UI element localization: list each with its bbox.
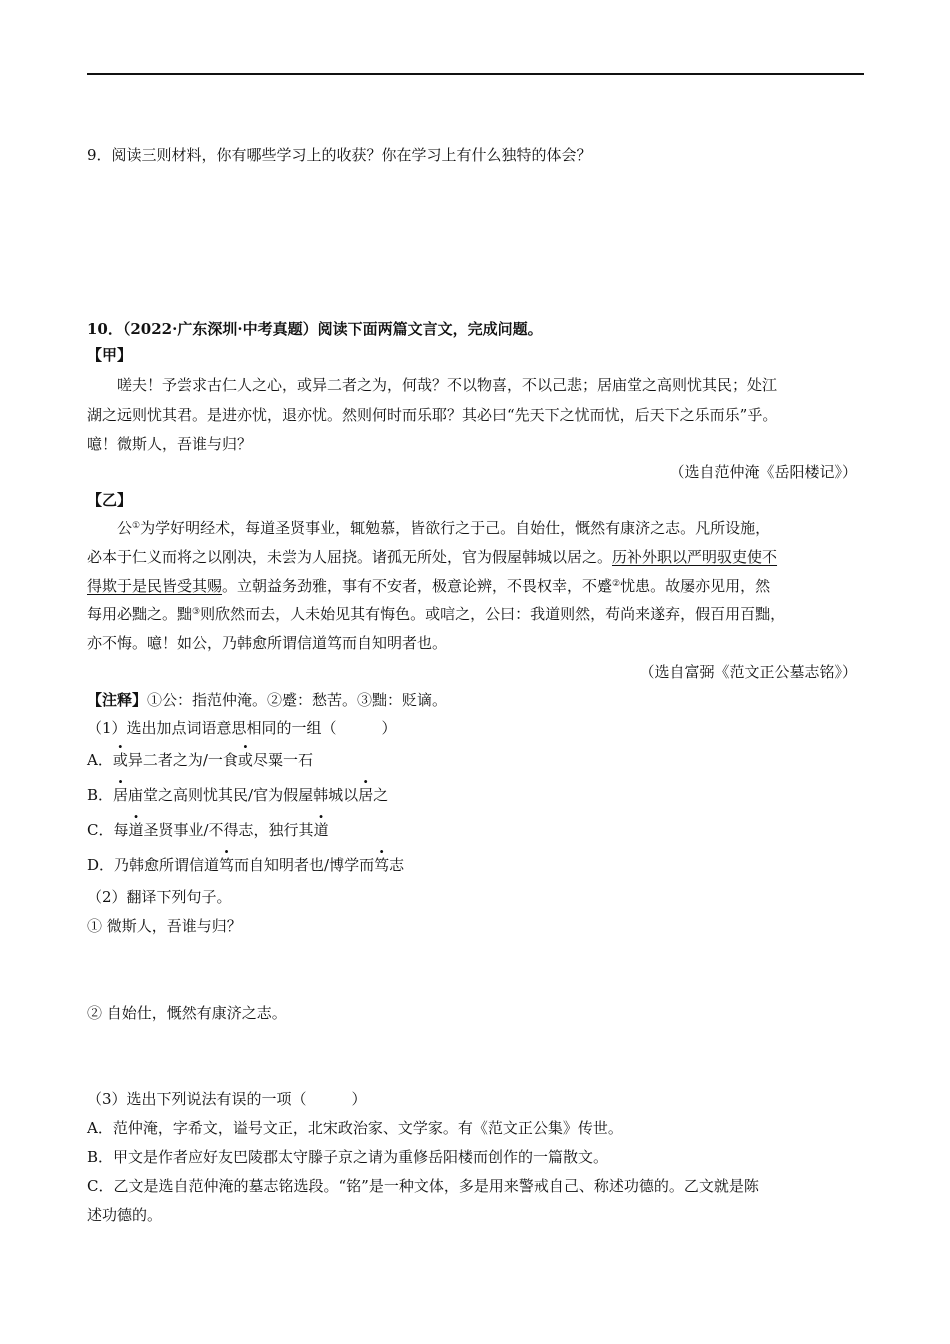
option-1c [87,819,864,841]
header-rule [87,73,864,75]
question-9: 9．阅读三则材料，你有哪些学习上的收获？你在学习上有什么独特的体会？ [87,146,592,164]
option-text: C．每 [87,821,129,839]
passage-jia-source: （选自范仲淹《岳阳楼记》） [669,463,857,481]
annotations-label: 【注释】 [87,691,148,709]
underlined-sentence: 历补外职以严明驭吏使不 [612,548,778,566]
note-marker-2: ② [612,579,621,589]
note-marker-1: ① [132,521,141,531]
passage-yi-line-5: 亦不悔。噫！如公，乃韩愈所谓信道笃而自知明者也。 [87,634,448,652]
option-text: 异二者之为/一食 [127,751,238,769]
option-text: 尽粟一石 [252,751,313,769]
passage-yi-line-1 [87,517,894,539]
dotted-word: 居 [358,786,374,804]
translate-sentence-1: ① 微斯人，吾谁与归？ [87,917,242,935]
option-text: 而自知明者也/博学而 [234,856,375,874]
annotations-text: ①公：指范仲淹。②蹙：愁苦。③黜：贬谪。 [147,691,448,709]
text-segment: 为学好明经术，每道圣贤事业，辄勉慕，皆欲行之于己。自始仕，慨然有康济之志。凡所设施， [140,519,771,537]
option-text: B． [87,786,114,804]
dotted-word: 或 [112,751,128,769]
passage-yi-label: 【乙】 [87,491,133,509]
sub-question-1: （1）选出加点词语意思相同的一组（ ） [87,719,397,737]
underlined-sentence: 得欺于是民皆受其赐 [87,577,223,595]
passage-yi-line-4 [87,603,864,625]
dotted-word: 道 [128,821,144,839]
annotations [87,689,864,711]
dotted-word: 或 [237,751,253,769]
option-text: 之 [373,786,389,804]
passage-jia-label: 【甲】 [87,346,133,364]
text-segment: 。立朝益务劲雅，事有不安者，极意论辨，不畏权幸，不蹙 [222,577,613,595]
translate-sentence-2: ② 自始仕，慨然有康济之志。 [87,1004,287,1022]
question-10-title: 10．（2022·广东深圳·中考真题）阅读下面两篇文言文，完成问题。 [87,320,543,338]
sub-question-2: （2）翻译下列句子。 [87,888,232,906]
option-text: 圣贤事业/不得志，独行其 [143,821,314,839]
passage-jia-line-2: 湖之远则忧其君。是进亦忧，退亦忧。然则何时而乐耶？其必曰“先天下之忧而忧，后天下之乐而乐”乎。 [87,406,778,424]
dotted-word: 道 [313,821,329,839]
dotted-word: 笃 [219,856,235,874]
passage-yi-line-3 [87,575,864,597]
text-segment: 忧患。故屡亦见用，然 [620,577,771,595]
option-3b: B．甲文是作者应好友巴陵郡太守滕子京之请为重修岳阳楼而创作的一篇散文。 [87,1148,609,1166]
option-text: 庙堂之高则忧其民/官为假屋韩城以 [128,786,359,804]
passage-yi-line-2 [87,546,864,568]
sub-question-3: （3）选出下列说法有误的一项（ ） [87,1090,367,1108]
text-segment: 必本于仁义而将之以刚决，未尝为人屈挠。诸孤无所处，官为假屋韩城以居之。 [87,548,613,566]
option-text: 志 [389,856,405,874]
text-segment: 公 [117,519,133,537]
passage-jia-line-3: 噫！微斯人，吾谁与归？ [87,435,253,453]
option-1a [87,749,864,771]
option-1b [87,784,864,806]
option-3a: A．范仲淹，字希文，谥号文正，北宋政治家、文学家。有《范文正公集》传世。 [87,1119,623,1137]
option-3c-line-2: 述功德的。 [87,1206,163,1224]
passage-yi-source: （选自富弼《范文正公墓志铭》） [639,663,857,681]
option-1d [87,854,864,876]
text-segment: 则欣然而去，人未始见其有悔色。或唁之，公曰：我道则然，苟尚来遂弃，假百用百黜， [200,605,786,623]
option-text: A． [87,751,113,769]
note-marker-3: ③ [192,607,201,617]
dotted-word: 笃 [374,856,390,874]
dotted-word: 居 [113,786,129,804]
option-3c-line-1: C．乙文是选自范仲淹的墓志铭选段。“铭”是一种文体，多是用来警戒自己、称述功德的。乙文就是陈 [87,1177,759,1195]
text-segment: 每用必黜之。黜 [87,605,193,623]
option-text: D．乃韩愈所谓信道 [87,856,220,874]
passage-jia-line-1: 嗟夫！予尝求古仁人之心，或异二者之为，何哉？不以物喜，不以己悲；居庙堂之高则忧其民；处江 [117,376,778,394]
